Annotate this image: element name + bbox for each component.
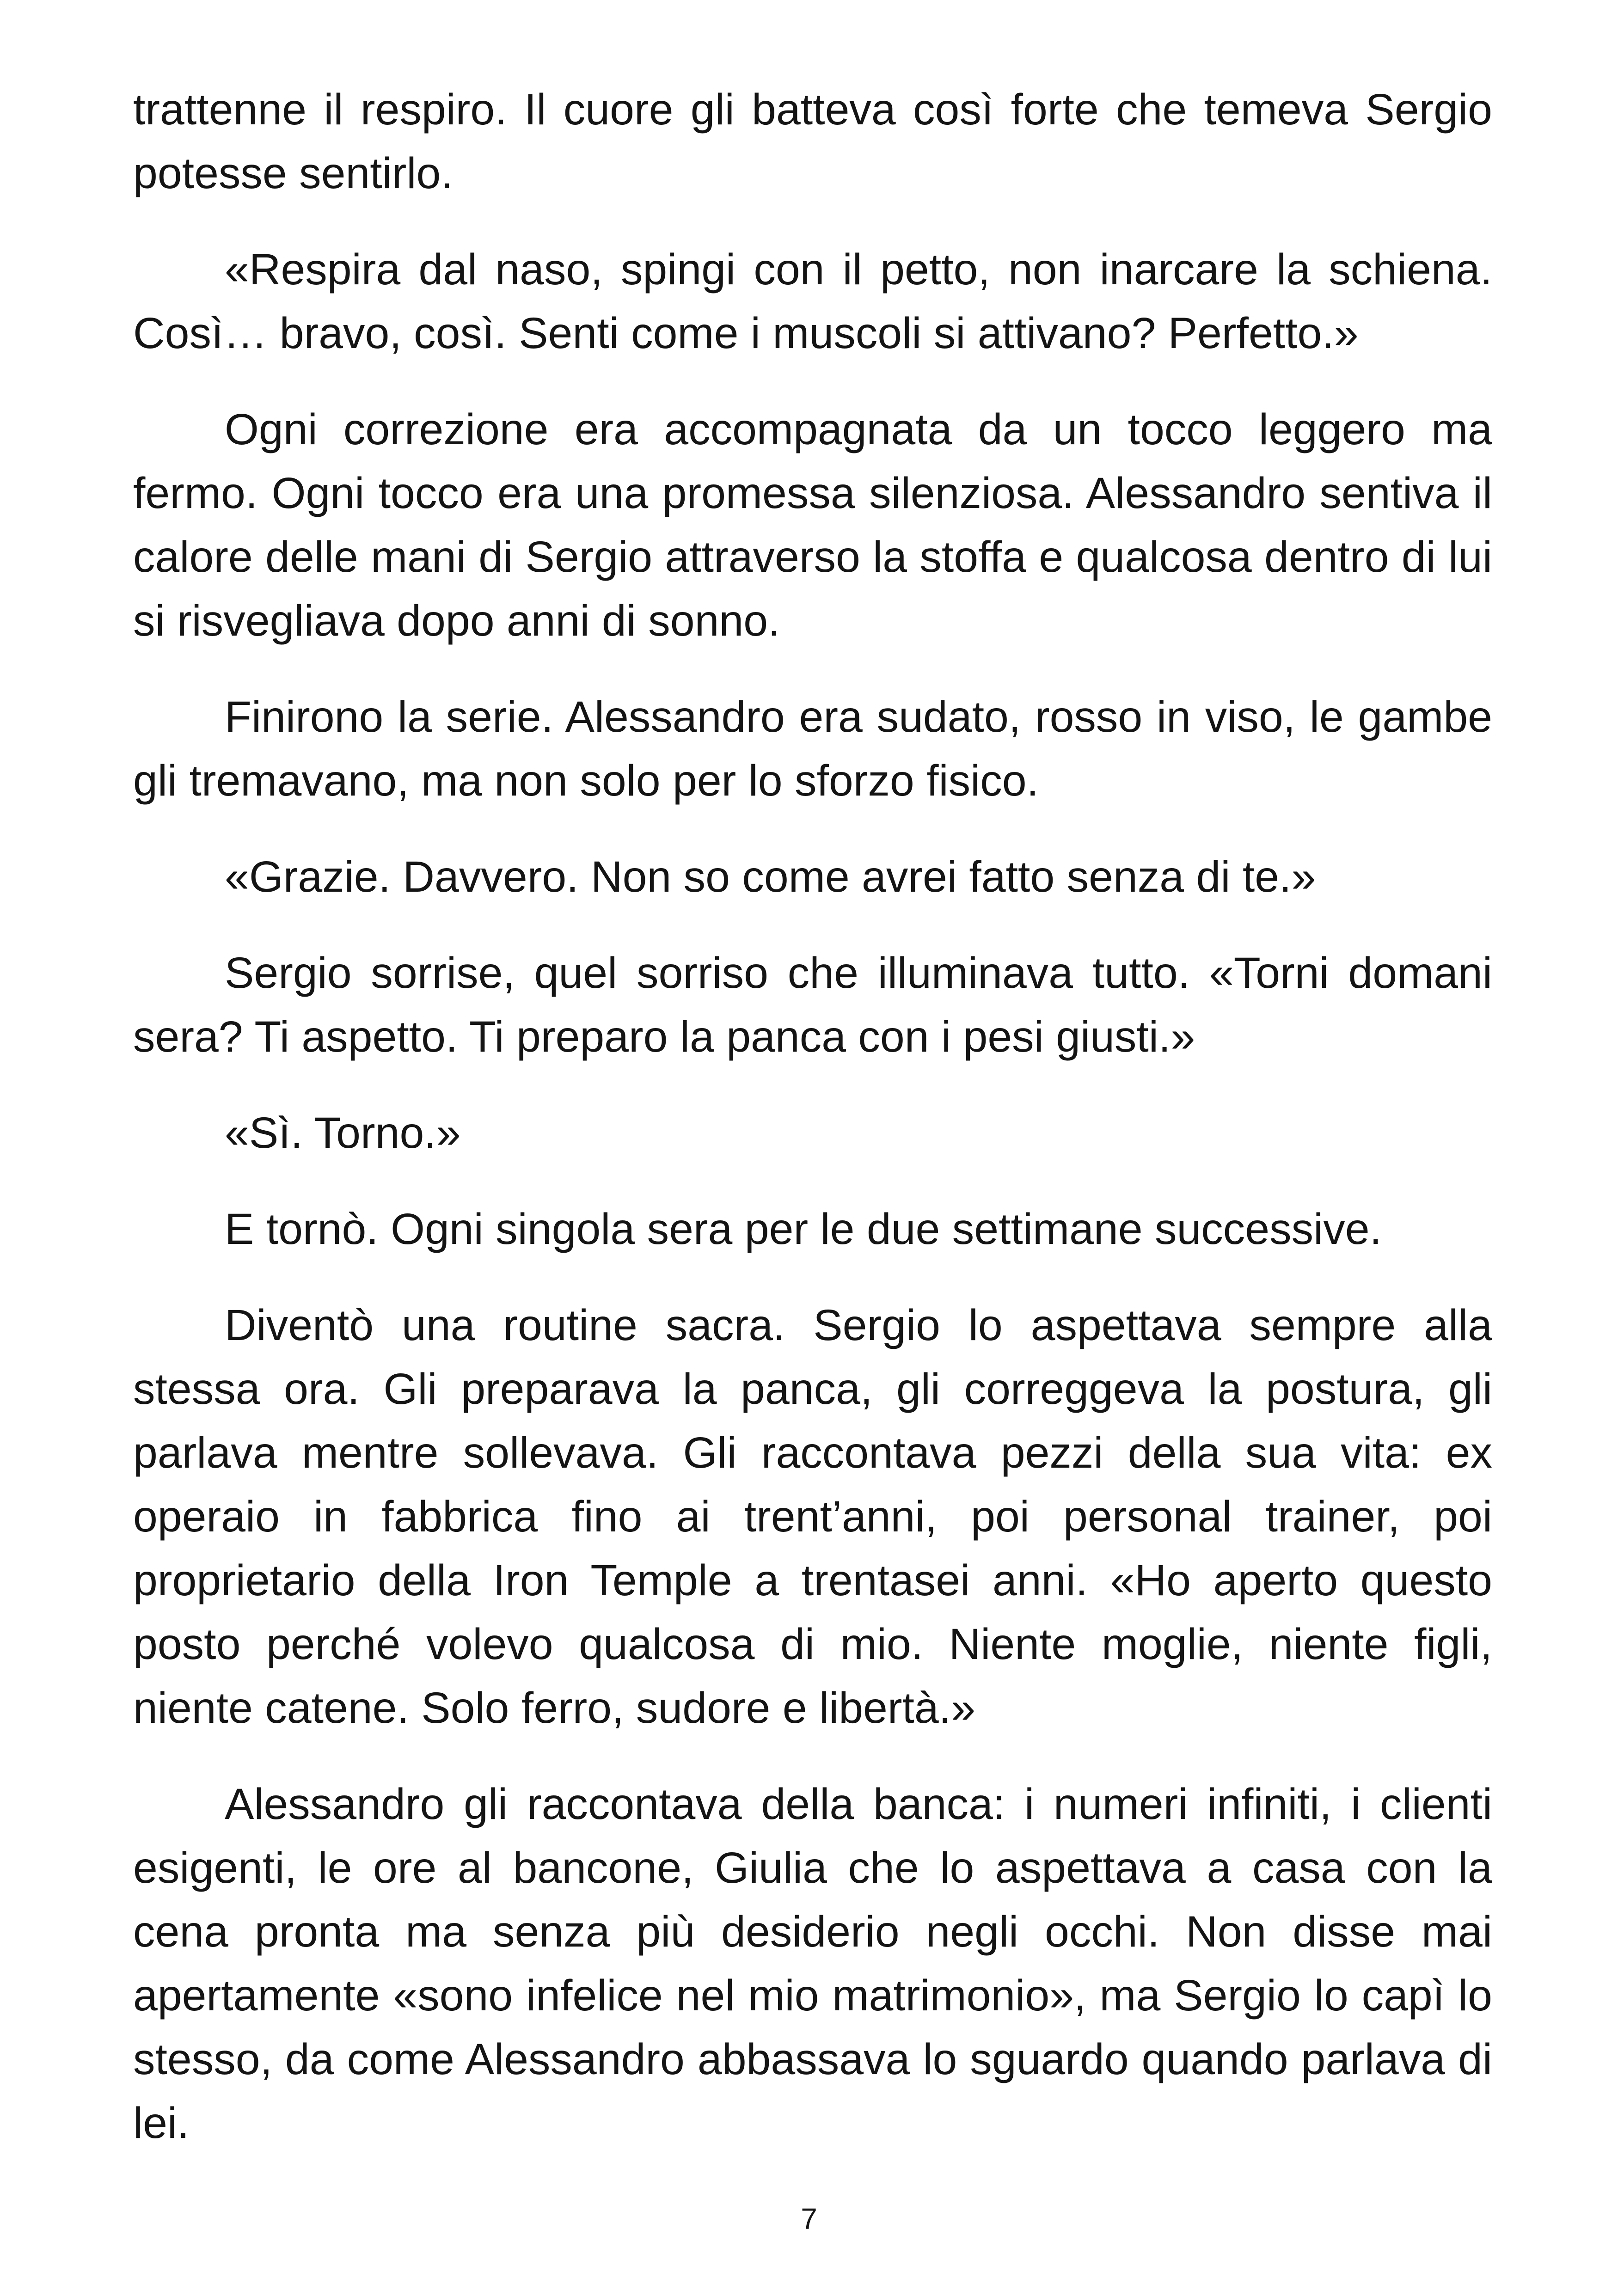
paragraph: Alessandro gli raccontava della banca: i numeri infiniti, i clienti esigenti, le ore al bancone, Giulia che lo aspettava a casa con la cena pronta ma senza più desiderio negli occhi. Non disse mai apertamente «sono infelice nel mio matrimonio», ma Sergio lo capì lo stesso, da come Alessandro abbassava lo sguardo quando parlava di lei. <box>133 1780 1492 2148</box>
page-number: 7 <box>801 2202 817 2235</box>
paragraph: E tornò. Ogni singola sera per le due settimane successive. <box>225 1205 1382 1254</box>
paragraph: «Grazie. Davvero. Non so come avrei fatto senza di te.» <box>225 852 1316 901</box>
paragraph: trattenne il respiro. Il cuore gli batteva così forte che temeva Sergio potesse sentirlo. <box>133 85 1492 198</box>
paragraph: Sergio sorrise, quel sorriso che illuminava tutto. «Torni domani sera? Ti aspetto. Ti preparo la panca con i pesi giusti.» <box>133 949 1492 1061</box>
paragraph: Finirono la serie. Alessandro era sudato, rosso in viso, le gambe gli tremavano, ma non solo per lo sforzo fisico. <box>133 692 1492 805</box>
paragraph: Ogni correzione era accompagnata da un tocco leggero ma fermo. Ogni tocco era una promessa silenziosa. Alessandro sentiva il calore delle mani di Sergio attraverso la stoffa e qualcosa dentro di lui si risvegliava dopo anni di sonno. <box>133 405 1492 645</box>
paragraph: «Respira dal naso, spingi con il petto, non inarcare la schiena. Così… bravo, così. Senti come i muscoli si attivano? Perfetto.» <box>133 245 1492 358</box>
body-text <box>133 78 1492 2187</box>
paragraph: «Sì. Torno.» <box>225 1108 461 1157</box>
paragraph: Diventò una routine sacra. Sergio lo aspettava sempre alla stessa ora. Gli preparava la panca, gli correggeva la postura, gli parlava mentre sollevava. Gli raccontava pezzi della sua vita: ex operaio in fabbrica fino ai trent’anni, poi personal trainer, poi proprietario della Iron Temple a trentasei anni. «Ho aperto questo posto perché volevo qualcosa di mio. Niente moglie, niente figli, niente catene. Solo ferro, sudore e libertà.» <box>133 1301 1492 1733</box>
